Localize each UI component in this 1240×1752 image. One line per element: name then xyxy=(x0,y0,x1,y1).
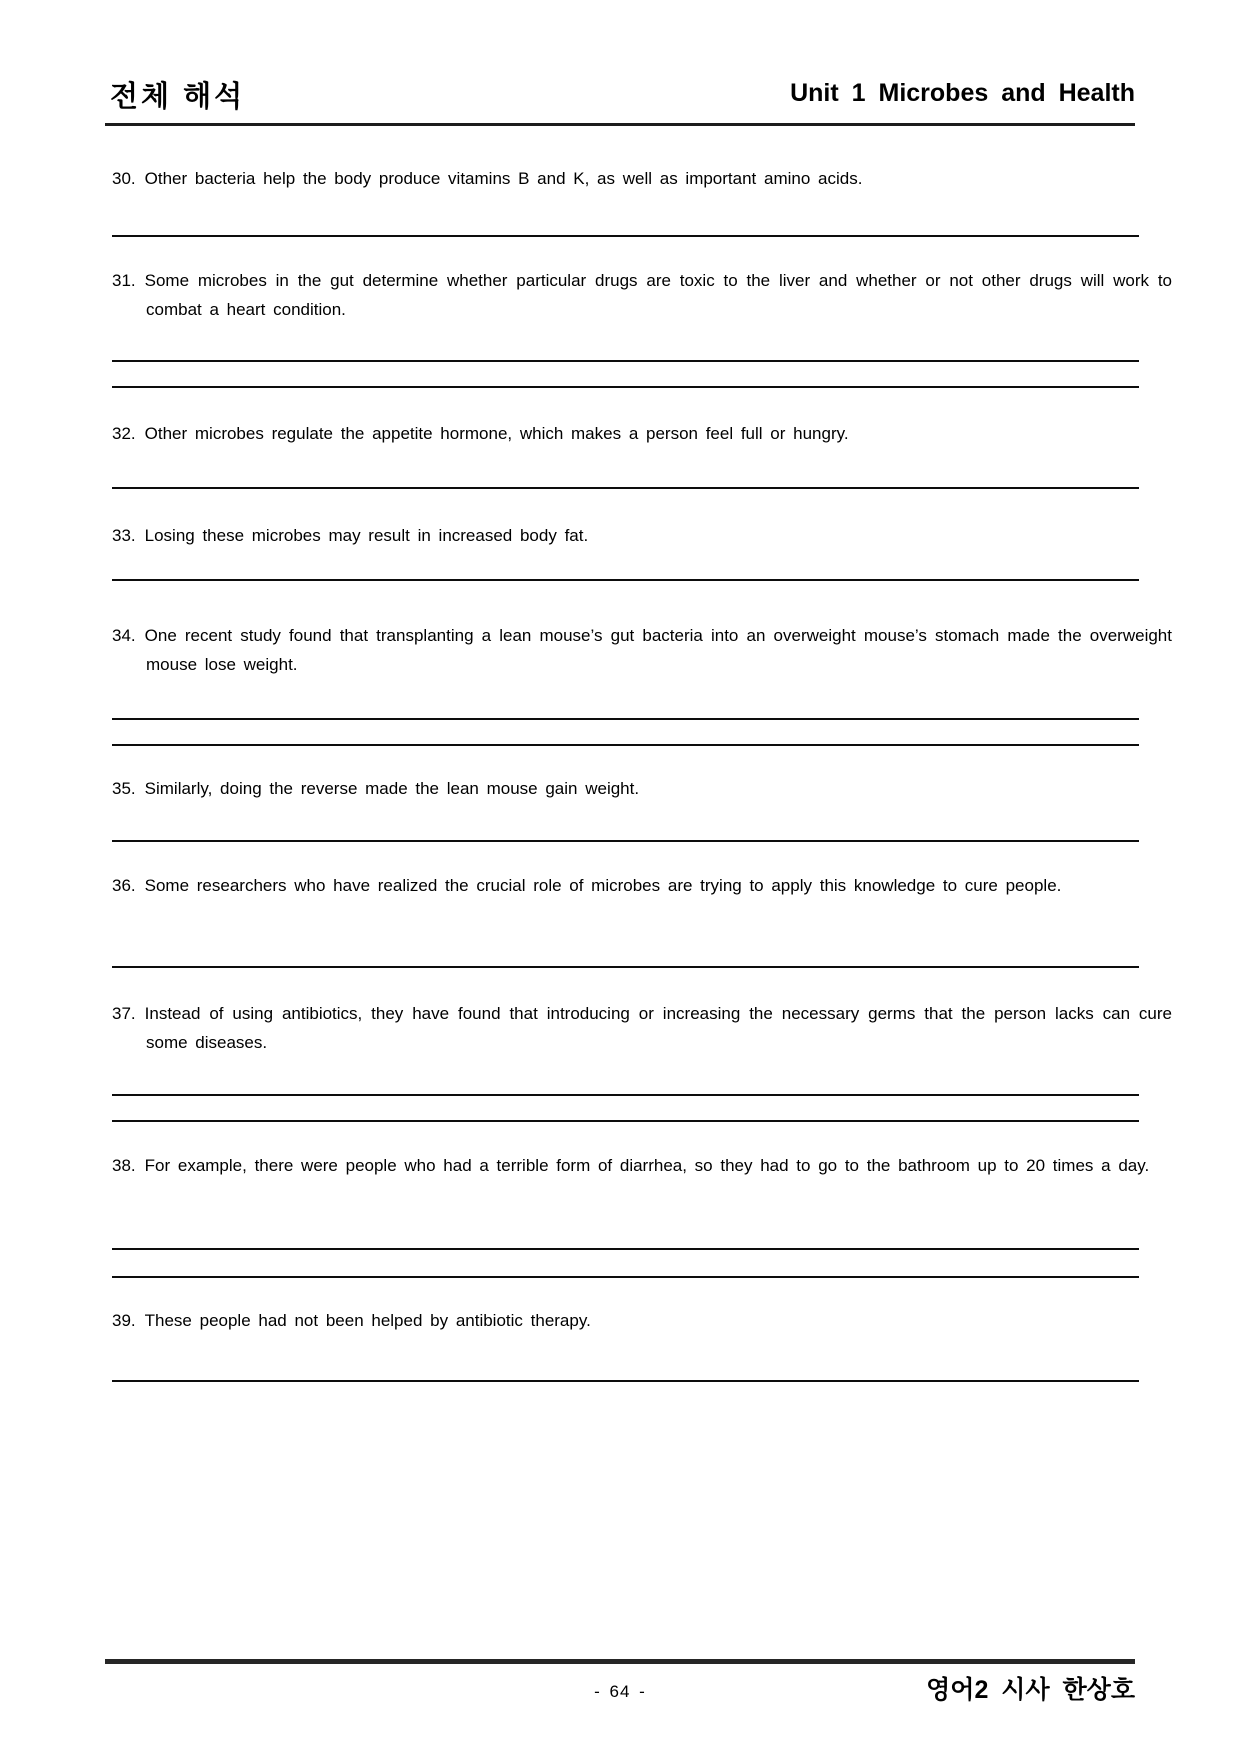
item-text: Some researchers who have realized the crucial role of microbes are trying to apply this knowledge to cure people. xyxy=(144,876,1062,895)
sentence-item-33 xyxy=(112,521,1172,550)
answer-line xyxy=(112,1380,1139,1382)
item-text: Instead of using antibiotics, they have found that introducing or increasing the necessary germs that the person lacks can cure some diseases. xyxy=(144,1004,1172,1052)
item-number: 30. xyxy=(112,169,136,188)
sentence-item-32 xyxy=(112,419,1172,448)
answer-line xyxy=(112,966,1139,968)
answer-line xyxy=(112,1094,1139,1096)
answer-line xyxy=(112,386,1139,388)
item-number: 34. xyxy=(112,626,136,645)
page-number: - 64 - xyxy=(594,1682,646,1701)
footer-credit: 영어2 시사 한상호 xyxy=(926,1676,1135,1704)
sentence-item-30 xyxy=(112,164,1172,193)
item-number: 35. xyxy=(112,779,136,798)
sentence-item-35 xyxy=(112,774,1172,803)
answer-line xyxy=(112,235,1139,237)
sentence-item-37 xyxy=(112,999,1172,1057)
sentence-item-34 xyxy=(112,621,1172,679)
item-number: 36. xyxy=(112,876,136,895)
item-number: 31. xyxy=(112,271,136,290)
item-text: Losing these microbes may result in increased body fat. xyxy=(144,526,589,545)
item-text: Some microbes in the gut determine whether particular drugs are toxic to the liver and whether or not other drugs will work to combat a heart condition. xyxy=(144,271,1172,319)
answer-line xyxy=(112,579,1139,581)
answer-line xyxy=(112,718,1139,720)
header-rule xyxy=(105,123,1135,126)
answer-line xyxy=(112,744,1139,746)
item-text: Similarly, doing the reverse made the lean mouse gain weight. xyxy=(144,779,640,798)
page-title: 전체 해석 xyxy=(110,81,246,113)
item-number: 33. xyxy=(112,526,136,545)
answer-line xyxy=(112,1120,1139,1122)
sentence-item-31 xyxy=(112,266,1172,324)
sentence-item-38 xyxy=(112,1151,1172,1180)
footer-rule xyxy=(105,1659,1135,1664)
item-text: For example, there were people who had a terrible form of diarrhea, so they had to go to the bathroom up to 20 times a day. xyxy=(144,1156,1150,1175)
answer-line xyxy=(112,1248,1139,1250)
item-number: 32. xyxy=(112,424,136,443)
item-number: 37. xyxy=(112,1004,136,1023)
sentence-item-36 xyxy=(112,871,1172,900)
item-number: 38. xyxy=(112,1156,136,1175)
item-text: Other microbes regulate the appetite hormone, which makes a person feel full or hungry. xyxy=(144,424,849,443)
answer-line xyxy=(112,1276,1139,1278)
answer-line xyxy=(112,487,1139,489)
item-number: 39. xyxy=(112,1311,136,1330)
item-text: One recent study found that transplanting a lean mouse’s gut bacteria into an overweight mouse’s stomach made the overweight mouse lose weight. xyxy=(144,626,1172,674)
sentence-item-39 xyxy=(112,1306,1172,1335)
item-text: These people had not been helped by antibiotic therapy. xyxy=(144,1311,591,1330)
item-text: Other bacteria help the body produce vitamins B and K, as well as important amino acids. xyxy=(144,169,863,188)
unit-title: Unit 1 Microbes and Health xyxy=(790,79,1135,107)
answer-line xyxy=(112,840,1139,842)
answer-line xyxy=(112,360,1139,362)
